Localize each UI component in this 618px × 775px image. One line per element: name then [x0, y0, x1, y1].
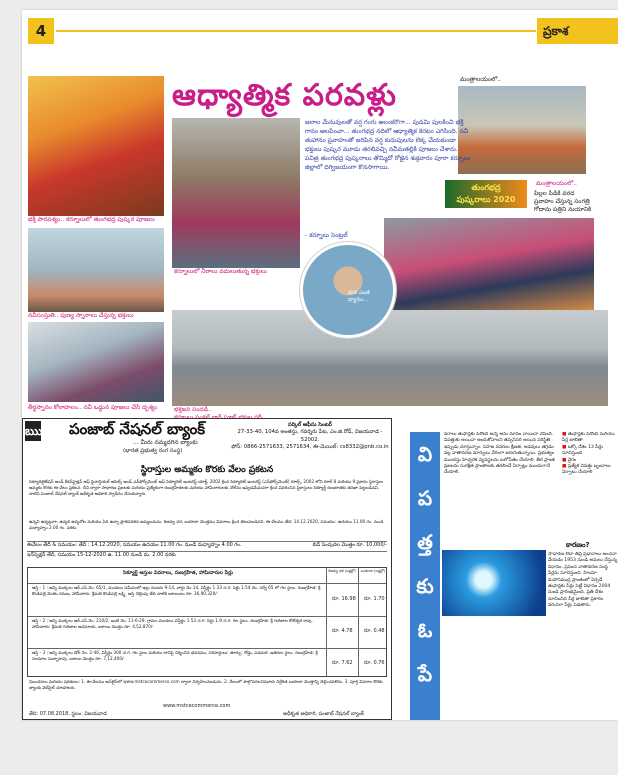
caption-top-right: మంత్రాలయంలో..	[460, 76, 501, 83]
branch-address	[231, 422, 389, 451]
list-item: ■ ప్రత్యేక విపత్తు బృందాలు ఏర్పాటు చేయాలి	[562, 464, 611, 476]
vertical-title-char: ఓ	[417, 618, 433, 642]
table-row: ఆస్తి - 1 : అన్ని ముక్కలు ఆర్.ఎస్.నెం. 65/1, మండలం సమీపంలో ఇల్లు నంబరు 9-14, వార్డు నెం.14, విస్తీర్ణం 1.33 చ.గ. పెర్టు 1.54 నెం. సర్వే 65 లో గల స్థలం. రుణగ్రహీత: శ్రీ కొండిపల్లి వెంకట రమణ, హామీదారు: శ్రీమతి కొండిపల్లి లక్ష్మి. ఆస్తి చెల్లింపు తేది నాటికి బకాయిలు రూ. 36,90,320/-	[32, 585, 321, 597]
table-header-reserve: రిజర్వు ధర (లక్షల్లో)	[328, 569, 356, 573]
bank-name: పంజాబ్ నేషనల్ బ్యాంక్	[69, 420, 206, 438]
caption-center-pic: కర్నూలులో నీరాలు వదులుతున్న భక్తులు	[174, 268, 267, 275]
circle-caption-2: ధ్యానం...	[348, 297, 369, 303]
table-col-rule-1	[326, 568, 327, 676]
circle-caption	[348, 290, 370, 304]
list-item: ■ ఒక్కో దేశం 13 పేర్లు సూచిస్తుంది	[562, 444, 603, 457]
article-column-2: సాధారణ లేదా తీవ్ర ప్రభావాలు అంచనా వేయడం 1953 నుండి అమలు చేస్తున్న విధానం. ప్రపంచ వాతావరణ సంస్థ పేర్లను సూచిస్తుంది. హిందూ మహాసముద్ర ప్రాంతంలో ఏర్పడే తుఫాన్లకు పేర్లు పెట్టే విధానం 2004 నుండి ప్రారంభమైంది. ప్రతి దేశం సూచించిన పేర్ల జాబితా ప్రకారం వరుసగా పేర్లు పెడతారు.	[548, 552, 618, 609]
photo-puja-top-left	[28, 76, 164, 216]
caption-top-right-2: మంత్రాలయంలో..	[536, 180, 577, 187]
property-table	[27, 567, 387, 677]
list-item: ■ తుఫాన్లకు పేరొంది మరియు పేర్ల జాబితా	[562, 432, 615, 444]
caption-bottom-center-1: భక్తజన సందడి..	[174, 406, 212, 413]
newspaper-brand: ప్రకాశ	[537, 18, 618, 44]
badge-line-1: తుంగభద్ర	[471, 183, 501, 192]
header-rule	[56, 30, 536, 32]
notice-date-place: తేది: 07.08.2018, స్థలం: విజయవాడ	[29, 711, 107, 717]
inspection-row	[27, 551, 387, 559]
auction-date-row	[27, 541, 387, 549]
table-header-property: సెక్యూర్డ్ ఆస్తుల వివరాలు, రుణగ్రహీత, హామీదారుల పేర్లు	[123, 570, 233, 576]
photo-mantralayam	[458, 86, 586, 174]
vertical-title-char: ప	[417, 486, 433, 510]
branch-line-1: సర్కిల్ ఆఫీసు సెంటర్	[288, 422, 332, 428]
newspaper-page	[22, 10, 618, 720]
photo-ghat-crowd	[172, 310, 608, 406]
bank-auction-notice	[22, 418, 392, 720]
photo-bottom-left	[28, 322, 164, 402]
caption-right-side-2: ప్రవాహం చేస్తున్న సంగత్రి	[534, 198, 590, 205]
vertical-title-char: వి	[417, 442, 433, 466]
table-col-rule-2	[358, 568, 359, 676]
caption-bottom-left: తీర్థస్నానం కోలాహలం.. నవీ ఒడ్డున పూజలు చేసే దృశ్యం	[28, 404, 158, 411]
vertical-title-char: కు	[416, 574, 434, 598]
article-column-1: వరాలు తుఫాన్లకు పేరొంది అన్నే అను మానం వాయిదా వేసింది. విపత్తుకు అయినా అందుకోవాలని తప్పనిసరి అయిన పరిస్థితి ఇప్పుడు చూస్తున్నాం. సహజ వనరుల క్షీణత, అడవులు తగ్గడం వల్ల వాతావరణ మార్పులు వేగంగా జరుగుతున్నాయి. ప్రభుత్వం ముందస్తు హెచ్చరిక వ్యవస్థలను బలోపేతం చేయాలి. తీర ప్రాంత ప్రజలను సురక్షిత ప్రాంతాలకు తరలించే ఏర్పాట్లు ముందుగానే చేయాలి.	[444, 432, 555, 476]
table-rule-1	[28, 583, 386, 584]
table-row-emd: రూ. 1.70	[364, 596, 385, 602]
table-rule-3	[28, 648, 386, 649]
table-row: ఆస్తి - 3 : అన్ని ముక్కలు డోర్ నెం. 2-46, విస్తీర్ణం 300 చ.గ. గల స్థలం మరియు దానిపై నిర్మించిన భవనము, సరిహద్దులు: తూర్పు: రోడ్డు, పడమర: ఇతరుల స్థలం. రుణగ్రహీత: శ్రీ నలమాల సుబ్బారావు. బకాయి మొత్తం రూ. 7,12,400/-	[32, 650, 318, 662]
list-item: ■ వైరం	[562, 457, 577, 463]
notice-intro-2: ఉన్నవి ఉన్నట్లుగా, ఉన్నది ఉన్నచోట మరియు ఏది ఉన్నా ప్రాతిపదికన అమ్మబడును. రిజర్వు ధర, బయానా మొత్తము వివరాలు క్రింద తెలుపబడినవి. ఈ-వేలము తేది: 14.12.2020, సమయం: ఉదయం 11.00 గం. నుండి మధ్యాహ్నం 2.00 గం. వరకు.	[29, 519, 384, 531]
caption-right-side-3: గోదాను పత్రిని నుయానికి	[534, 206, 592, 213]
auction-website[interactable]: www.mstcecommerce.com	[163, 703, 231, 709]
cyclone-satellite-image	[442, 550, 546, 616]
feature-credit: - కర్నూలు సెంట్రల్	[305, 232, 348, 239]
photo-woman-prayer	[172, 118, 300, 268]
badge-line-2: పుష్కరాలు 2020	[456, 195, 516, 204]
vertical-title-strip	[410, 432, 440, 720]
article-column-2-list	[562, 432, 618, 536]
notice-title: స్థిరాస్తుల అమ్మకం కొరకు వేలం ప్రకటన	[140, 465, 274, 475]
vertical-title-char: పే	[417, 662, 433, 686]
table-row-reserve: రూ. 4.78	[332, 628, 353, 634]
table-row-emd: రూ. 0.48	[364, 628, 385, 634]
notice-terms: నిబంధనలు మరియు షరతులు: 1. ఈ-వేలము ఆన్‌లైన్‌లో www.mstcecommerce.com ద్వారా నిర్వహించబడును. 2. వేలంలో పాల్గొనదలచినవారు నిర్దేశిత బయానా మొత్తాన్ని చెల్లించవలెను. 3. పూర్తి వివరాల కొరకు బ్యాంకు వెబ్‌సైట్ చూడగలరు.	[29, 679, 383, 691]
branch-line-2: 27-33-40, 104వ అంతస్తు, గవర్నరు పేట, ఎం.జి.రోడ్, విజయవాడ - 52002.	[237, 429, 383, 443]
inspection-date: ఇన్‌స్పెక్షన్ తేదీ, సమయం 15-12-2020 ఉ. 11.00 నుండి మ. 2.00 వరకు	[27, 552, 176, 558]
caption-mid-left: నవీసంస్తుతి.. పుణ్య స్నానాలు చేస్తున్న భక్తులు	[28, 312, 134, 319]
page-number: 4	[28, 18, 54, 44]
table-row-reserve: రూ. 7.62	[332, 660, 353, 666]
table-row-reserve: రూ. 16.98	[332, 596, 356, 602]
notice-intro: సెక్యూరిటైజేషన్ అండ్ రీకన్‌స్ట్రక్షన్ ఆఫ్ ఫైనాన్షియల్ అసెట్స్ అండ్ ఎన్‌ఫోర్స్‌మెంట్ ఆఫ్ సెక్యూరిటీ ఇంటరెస్ట్ యాక్ట్, 2002 క్రింద సెక్యూరిటీ ఇంటరెస్ట్ (ఎన్‌ఫోర్స్‌మెంట్) రూల్స్, 2002 లోని రూల్ 8 మరియు 9 ప్రకారం స్థిరాస్తుల అమ్మకం కొరకు ఈ-వేలం ప్రకటన. దీని ద్వారా సాధారణ ప్రజలకు మరియు ప్రత్యేకంగా రుణగ్రహీతలకు మరియు హామీదారులకు నోటీసు ఇవ్వడమేమనగా క్రింద వివరించిన స్థిరాస్తులు సెక్యూర్డ్ రుణదాతకు తనఖా పెట్టబడినవి, వాటిని పంజాబ్ నేషనల్ బ్యాంక్ అధీకృత అధికారి స్వాధీనం చేసుకున్నారు.	[29, 479, 384, 497]
notice-signer: అధీకృత అధికారి, పంజాబ్ నేషనల్ బ్యాంక్	[283, 711, 364, 717]
article-subheading: కారణం?	[566, 541, 590, 549]
pushkaralu-badge	[445, 180, 527, 208]
bank-subtitle: (భారత ప్రభుత్వ రంగ సంస్థ)	[123, 448, 183, 454]
vertical-title-char: త్త	[417, 530, 433, 554]
auction-date: ఈవేలం తేదీ & సమయం: తేదీ : 14.12.2020, సమయం ఉదయం 11.00 గం. నుండి మధ్యాహ్నం 4.00 గం.	[27, 542, 242, 548]
table-header-emd: బయానా (లక్షల్లో)	[360, 569, 386, 573]
feature-headline: ఆధ్యాత్మిక పరవళ్లు	[172, 78, 397, 113]
bid-increment: బిడ్ పెంపుదల మొత్తం రూ. 10,000/-	[312, 542, 387, 548]
page-header	[22, 18, 618, 46]
table-rule-2	[28, 616, 386, 617]
photo-river-bath	[28, 228, 164, 312]
table-row: ఆస్తి - 2 : అన్ని ముక్కలు ఆర్.ఎస్.నెం. 210/2, ఇంటి నెం. 11-6-29, గ్రామం మండలం విస్తీర్ణం 1.53 చ.గ. పెర్టు 1.9 చ.గ. గల స్థలం. రుణగ్రహీత: శ్రీ గురిజాల కోటేశ్వర రావు, హామీదారు: శ్రీమతి గురిజాల అనసూయ. బకాయి మొత్తం రూ. 4,52,870/-	[32, 618, 313, 630]
bank-tagline: ... మీరు నమ్మదగిన బ్యాంకు	[133, 439, 198, 446]
pnb-logo: ఋ	[25, 421, 41, 441]
caption-top-left: భక్తి పారవశ్యం.. కర్నూలులో తుంగభద్ర పుష్కర పూజలు	[28, 216, 155, 223]
table-row-emd: రూ. 0.76	[364, 660, 385, 666]
circle-caption-1: మరి ఎంత	[348, 290, 370, 296]
feature-blurb: జలాల మేనువులతో వర్ష గంగు అలంకరొగా... పుడమి పులకించి భక్తి గానం అలపించా... తుంగభద్ర నదిలో ఆధ్యాత్మిక కెరటం ఎగిసింది. నవీ తుహానం ప్రవాహంతో జరిపిన వర్ష కుదుపులను లెక్క చేయకుండా భక్తులు పుష్కర మూడు తరలివచ్చి నవీమతల్లికి పూజలు చేశారు. పవిత్ర తుంగభద్ర పుష్కరాలు తొమ్మిదో రోజైన శుక్రవారం పూరా కర్నూలు జిల్లాలో దిగ్విజయంగా కొనసాగాయి.	[305, 119, 471, 171]
branch-line-3: ఫోన్: 0866-2571633, 2571634, ఈ-మెయిల్: cs8332@pnb.co.in	[231, 443, 389, 450]
caption-right-side-1: పిల్లల పిడికి వరద	[534, 190, 575, 197]
